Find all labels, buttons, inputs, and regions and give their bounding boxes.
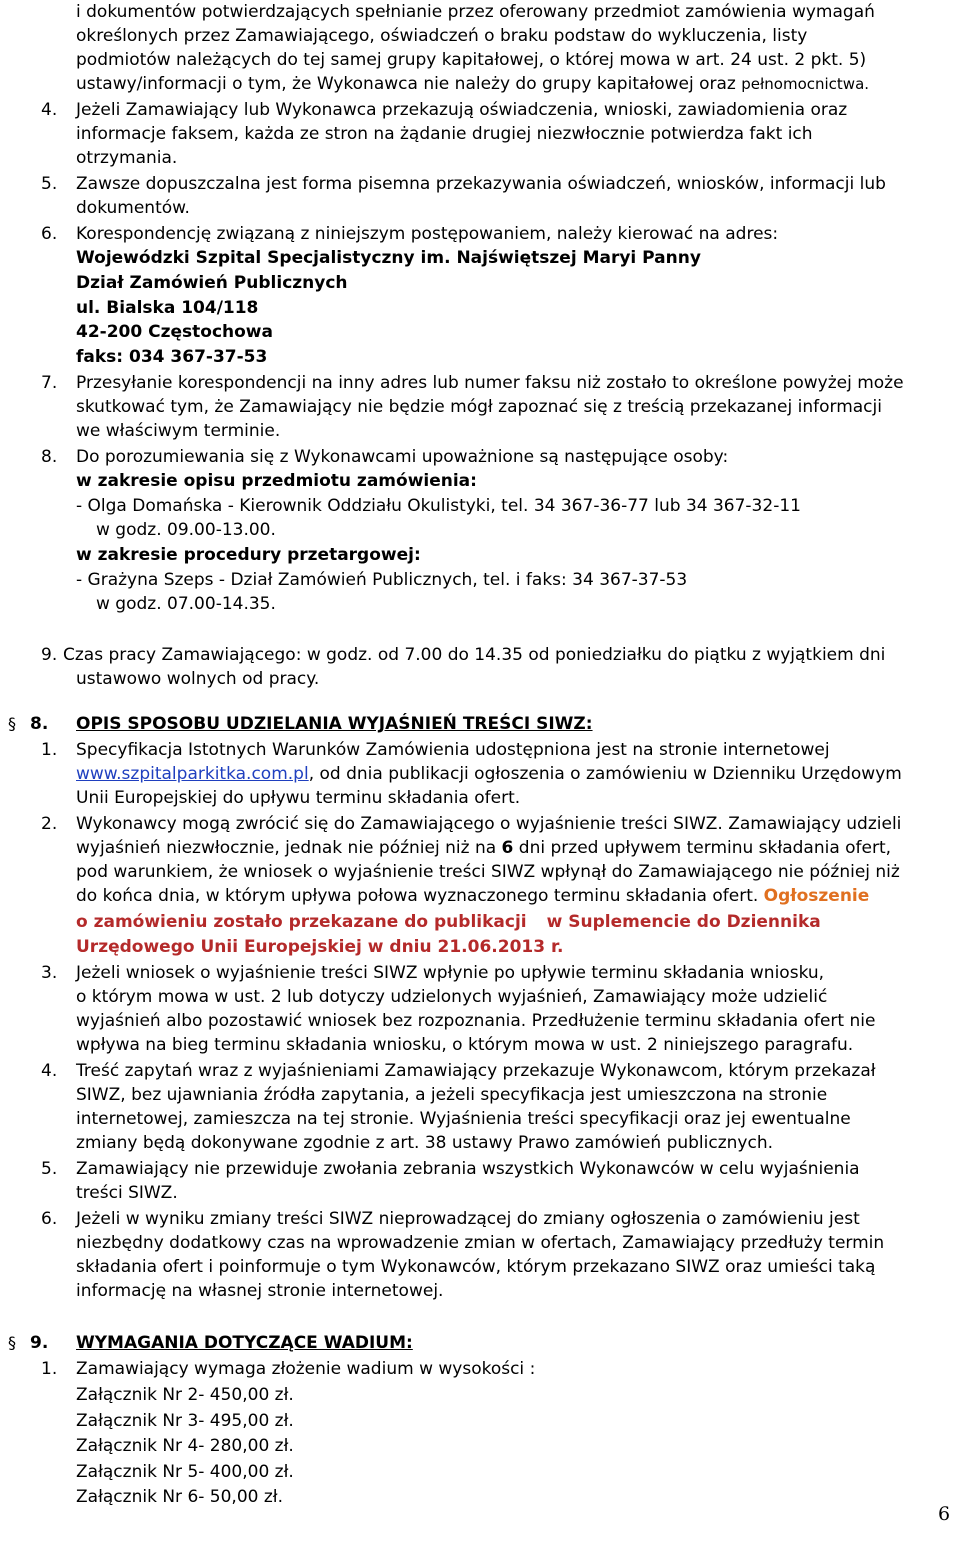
para-line: Jeżeli wniosek o wyjaśnienie treści SIWZ wpłynie po upływie terminu składania wniosku, xyxy=(76,963,825,983)
para-line: Jeżeli Zamawiający lub Wykonawca przekazują oświadczenia, wnioski, zawiadomienia oraz xyxy=(76,100,848,120)
para-line: Urzędowego Unii Europejskiej w dniu 21.06.2013 r. xyxy=(76,937,564,957)
item-number: 6. xyxy=(41,224,58,244)
text: podmiotów należących do tej samej grupy kapitałowej, o której mowa w art. 24 ust. 2 pkt. 5) xyxy=(76,50,867,70)
text: do końca dnia, w którym upływa połowa wyznaczonego terminu składania ofert. xyxy=(76,886,764,906)
text: określonych przez Zamawiającego, oświadczeń o braku podstaw do wykluczenia, listy xyxy=(76,26,808,46)
address-line: Wojewódzki Szpital Specjalistyczny im. Najświętszej Maryi Panny xyxy=(76,248,701,268)
item-number: 2. xyxy=(41,814,58,834)
item-number: 5. xyxy=(41,1159,58,1179)
item-number: 1. xyxy=(41,740,58,760)
address-line: 42-200 Częstochowa xyxy=(76,322,273,342)
para-line: skutkować tym, że Zamawiający nie będzie mógł zapoznać się z treścią przekazanej informacji xyxy=(76,397,882,417)
para-line: Przesyłanie korespondencji na inny adres lub numer faksu niż zostało to określone powyżej może xyxy=(76,373,904,393)
intro-line-4 xyxy=(76,72,869,96)
item-number: 9. xyxy=(41,645,58,665)
list-item: Załącznik Nr 5- 400,00 zł. xyxy=(76,1462,294,1482)
section-title: WYMAGANIA DOTYCZĄCE WADIUM: xyxy=(76,1333,413,1353)
para-line: Treść zapytań wraz z wyjaśnieniami Zamawiający przekazuje Wykonawcom, którym przekazał xyxy=(76,1061,876,1081)
para-line: Zawsze dopuszczalna jest forma pisemna przekazywania oświadczeń, wniosków, informacji lub xyxy=(76,174,886,194)
para-line: SIWZ, bez ujawniania źródła zapytania, a jeżeli specyfikacja jest umieszczona na stronie xyxy=(76,1085,828,1105)
address-line: Dział Zamówień Publicznych xyxy=(76,273,348,293)
list-item: Załącznik Nr 2- 450,00 zł. xyxy=(76,1385,294,1405)
list-item: Załącznik Nr 3- 495,00 zł. xyxy=(76,1411,294,1431)
para-line: informację na własnej stronie internetowej. xyxy=(76,1281,444,1301)
website-link[interactable]: www.szpitalparkitka.com.pl xyxy=(76,764,309,784)
para-line: otrzymania. xyxy=(76,148,178,168)
para-line: wpływa na bieg terminu składania wniosku, o którym mowa w ust. 2 niniejszego paragrafu. xyxy=(76,1035,854,1055)
text: pełnomocnictwa. xyxy=(741,75,870,93)
text: o zamówieniu zostało przekazane do publikacji xyxy=(76,912,527,932)
page-number: 6 xyxy=(938,1503,951,1525)
para-line xyxy=(76,884,869,908)
para-line: składania ofert i poinformuje o tym Wykonawców, którym przekazano SIWZ oraz umieści taką xyxy=(76,1257,876,1277)
list-item: Załącznik Nr 6- 50,00 zł. xyxy=(76,1487,284,1507)
text: 6 xyxy=(501,838,514,858)
section-title: OPIS SPOSOBU UDZIELANIA WYJAŚNIEŃ TREŚCI SIWZ: xyxy=(76,714,593,734)
para-line: niezbędny dodatkowy czas na wprowadzenie zmian w ofertach, Zamawiający przedłuży termin xyxy=(76,1233,885,1253)
text: Ogłoszenie xyxy=(763,886,870,906)
intro-line-3 xyxy=(76,48,866,72)
section-number: 8. xyxy=(30,714,49,734)
intro-line-2 xyxy=(76,24,952,48)
para-line: we właściwym terminie. xyxy=(76,421,281,441)
contact-line: - Olga Domańska - Kierownik Oddziału Okulistyki, tel. 34 367-36-77 lub 34 367-32-11 xyxy=(76,496,801,516)
text: wyjaśnień niezwłocznie, jednak nie później niż na xyxy=(76,838,502,858)
para-line: Do porozumiewania się z Wykonawcami upoważnione są następujące osoby: xyxy=(76,447,729,467)
para-line: wyjaśnień albo pozostawić wniosek bez rozpoznania. Przedłużenie terminu składania ofert nie xyxy=(76,1011,876,1031)
contact-line: w godz. 09.00-13.00. xyxy=(96,520,276,540)
text: , od dnia publikacji ogłoszenia o zamówieniu w Dzienniku Urzędowym xyxy=(308,764,902,784)
subheading: w zakresie procedury przetargowej: xyxy=(76,545,421,565)
para-line: informacje faksem, każda ze stron na żądanie drugiej niezwłocznie potwierdza fakt ich xyxy=(76,124,813,144)
para-line: Korespondencję związaną z niniejszym postępowaniem, należy kierować na adres: xyxy=(76,224,779,244)
text: i dokumentów potwierdzających spełnianie przez oferowany przedmiot zamówienia wymagań xyxy=(76,2,875,22)
list-item: Załącznik Nr 4- 280,00 zł. xyxy=(76,1436,294,1456)
para-line: Wykonawcy mogą zwrócić się do Zamawiającego o wyjaśnienie treści SIWZ. Zamawiający udzieli xyxy=(76,814,902,834)
para-line: dokumentów. xyxy=(76,198,190,218)
text: ustawy/informacji o tym, że Wykonawca nie należy do grupy kapitałowej oraz xyxy=(76,74,742,94)
para-line: pod warunkiem, że wniosek o wyjaśnienie treści SIWZ wpłynął do Zamawiającego nie później niż xyxy=(76,862,900,882)
address-line: ul. Bialska 104/118 xyxy=(76,298,259,318)
contact-line: - Grażyna Szeps - Dział Zamówień Publicznych, tel. i faks: 34 367-37-53 xyxy=(76,570,688,590)
text: dni przed upływem terminu składania ofert, xyxy=(513,838,892,858)
para-line: Zamawiający wymaga złożenie wadium w wysokości : xyxy=(76,1359,536,1379)
section-bullet-icon: § xyxy=(8,714,16,733)
para-line xyxy=(76,762,902,786)
text: w Suplemencie do Dziennika xyxy=(546,912,821,932)
para-line: ustawowo wolnych od pracy. xyxy=(76,669,320,689)
para-line xyxy=(76,836,891,860)
section-number: 9. xyxy=(30,1333,49,1353)
item-number: 1. xyxy=(41,1359,58,1379)
item-number: 4. xyxy=(41,100,58,120)
para-line: internetowej, zamieszcza na tej stronie. Wyjaśnienia treści specyfikacji oraz jej ewentualne xyxy=(76,1109,851,1129)
item-number: 8. xyxy=(41,447,58,467)
item-number: 6. xyxy=(41,1209,58,1229)
intro-line-1 xyxy=(76,0,952,24)
subheading: w zakresie opisu przedmiotu zamówienia: xyxy=(76,471,477,491)
para-line: zmiany będą dokonywane zgodnie z art. 38 ustawy Prawo zamówień publicznych. xyxy=(76,1133,774,1153)
para-line: Specyfikacja Istotnych Warunków Zamówienia udostępniona jest na stronie internetowej xyxy=(76,740,830,760)
para-line: Czas pracy Zamawiającego: w godz. od 7.00 do 14.35 od poniedziałku do piątku z wyjątkiem dni xyxy=(63,645,886,665)
para-line: Jeżeli w wyniku zmiany treści SIWZ nieprowadzącej do zmiany ogłoszenia o zamówieniu jest xyxy=(76,1209,860,1229)
item-number: 7. xyxy=(41,373,58,393)
para-line: treści SIWZ. xyxy=(76,1183,178,1203)
item-number: 4. xyxy=(41,1061,58,1081)
address-line: faks: 034 367-37-53 xyxy=(76,347,268,367)
para-line: o którym mowa w ust. 2 lub dotyczy udzielonych wyjaśnień, Zamawiający może udzielić xyxy=(76,987,828,1007)
para-line: Unii Europejskiej do upływu terminu składania ofert. xyxy=(76,788,521,808)
item-number: 5. xyxy=(41,174,58,194)
para-line: Zamawiający nie przewiduje zwołania zebrania wszystkich Wykonawców w celu wyjaśnienia xyxy=(76,1159,860,1179)
para-line xyxy=(76,910,821,934)
contact-line: w godz. 07.00-14.35. xyxy=(96,594,276,614)
section-bullet-icon: § xyxy=(8,1333,16,1352)
item-number: 3. xyxy=(41,963,58,983)
